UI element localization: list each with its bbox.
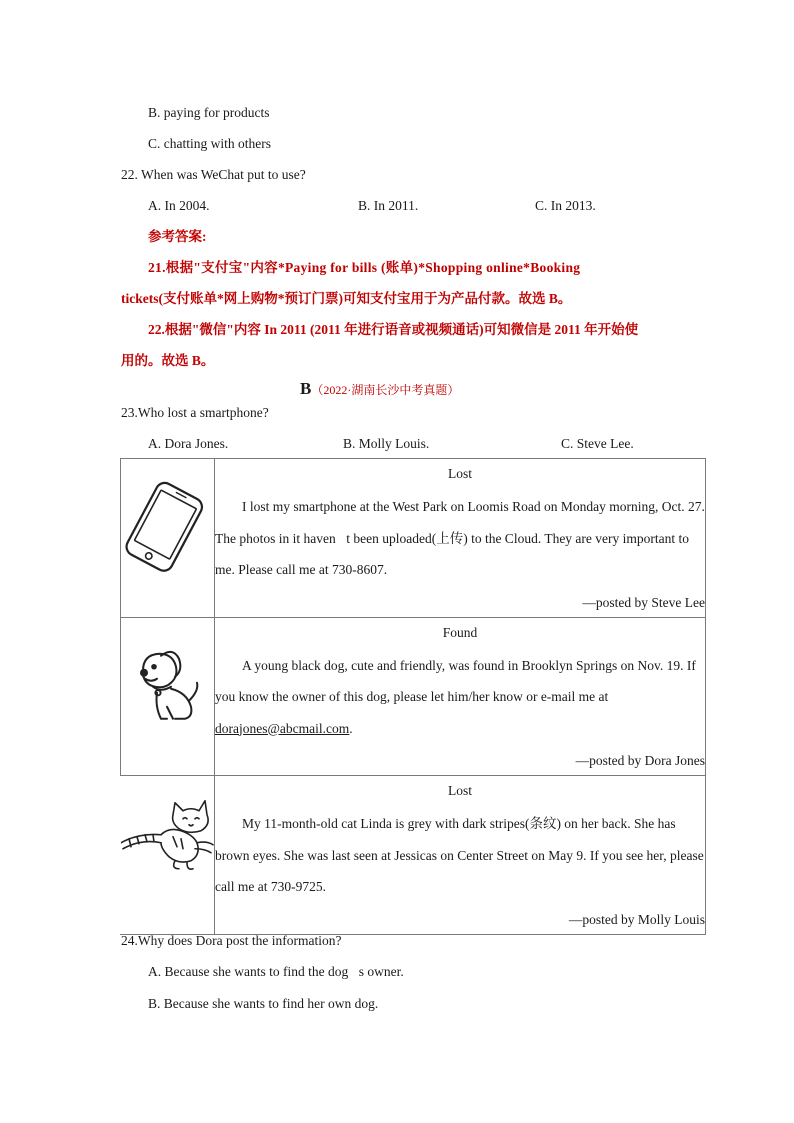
notice-signature: —posted by Molly Louis [568,911,705,927]
section-title [300,379,459,399]
notice-body-text: A young black dog, cute and friendly, was found in Brooklyn Springs on Nov. 19. If you know the owner of this dog, please let him/her know or e-mail me at [215,657,696,704]
q23-option-b: B. Molly Louis. [343,436,430,451]
q24-option-a: A. Because she wants to find the dog s owner. [148,964,404,979]
q24-option-b: B. Because she wants to find her own dog. [148,996,379,1011]
answer-22-line2: 用的。故选 B。 [121,353,215,368]
notice-row-cat [121,776,706,935]
q23-option-a: A. Dora Jones. [148,436,229,451]
q23-option-c: C. Steve Lee. [561,436,634,451]
notice-body-end: . [349,720,353,736]
notice-heading: Lost [447,466,472,481]
answer-heading: 参考答案: [148,229,207,244]
notice-signature: —posted by Dora Jones [575,753,705,768]
q24-question: 24.Why does Dora post the information? [121,933,342,948]
notices-table [120,458,706,935]
notice-picture-cell [121,459,215,618]
q21-option-b: B. paying for products [148,105,270,120]
notice-body: I lost my smartphone at the West Park on Loomis Road on Monday morning, Oct. 27. The photos in it haven t been uploaded(上传) to the Cloud. They are very important to me. Please call me at 730-8607. [215,499,705,577]
cat-icon [121,776,214,934]
q22-question: 22. When was WeChat put to use? [121,167,306,182]
q22-option-a: A. In 2004. [148,198,210,213]
email-link[interactable]: dorajones@abcmail.com [215,720,350,736]
notice-heading: Lost [447,783,472,798]
notice-text-cell [215,459,706,618]
q23-question: 23.Who lost a smartphone? [121,405,269,420]
notice-heading: Found [442,624,478,640]
notice-text-cell [215,776,706,935]
answer-22-line1: 22.根据"微信"内容 In 2011 (2011 年进行语音或视频通话)可知微信是 2011 年开始使 [148,322,639,337]
notice-picture-cell [121,617,215,776]
smartphone-icon [121,459,214,617]
notice-body [215,650,705,745]
notice-row-dog [121,617,706,776]
notice-text-cell [215,617,706,776]
section-source: （2022·湖南长沙中考真题） [311,383,460,397]
answer-21-line1: 21.根据"支付宝"内容*Paying for bills (账单)*Shopping online*Booking [148,260,581,275]
notice-picture-cell [121,776,215,935]
answer-21-line2: tickets(支付账单*网上购物*预订门票)可知支付宝用于为产品付款。故选 B。 [121,291,572,306]
q21-option-c: C. chatting with others [148,136,271,151]
notice-row-phone [121,459,706,618]
q22-option-c: C. In 2013. [535,198,596,213]
section-letter: B [300,379,312,398]
q22-option-b: B. In 2011. [358,198,419,213]
dog-icon [121,618,214,776]
notice-signature: —posted by Steve Lee [582,594,705,610]
notice-body: My 11-month-old cat Linda is grey with dark stripes(条纹) on her back. She has brown eyes. She was last seen at Jessicas on Center Street on May 9. If you see her, please call me at 730-9725. [215,816,704,894]
